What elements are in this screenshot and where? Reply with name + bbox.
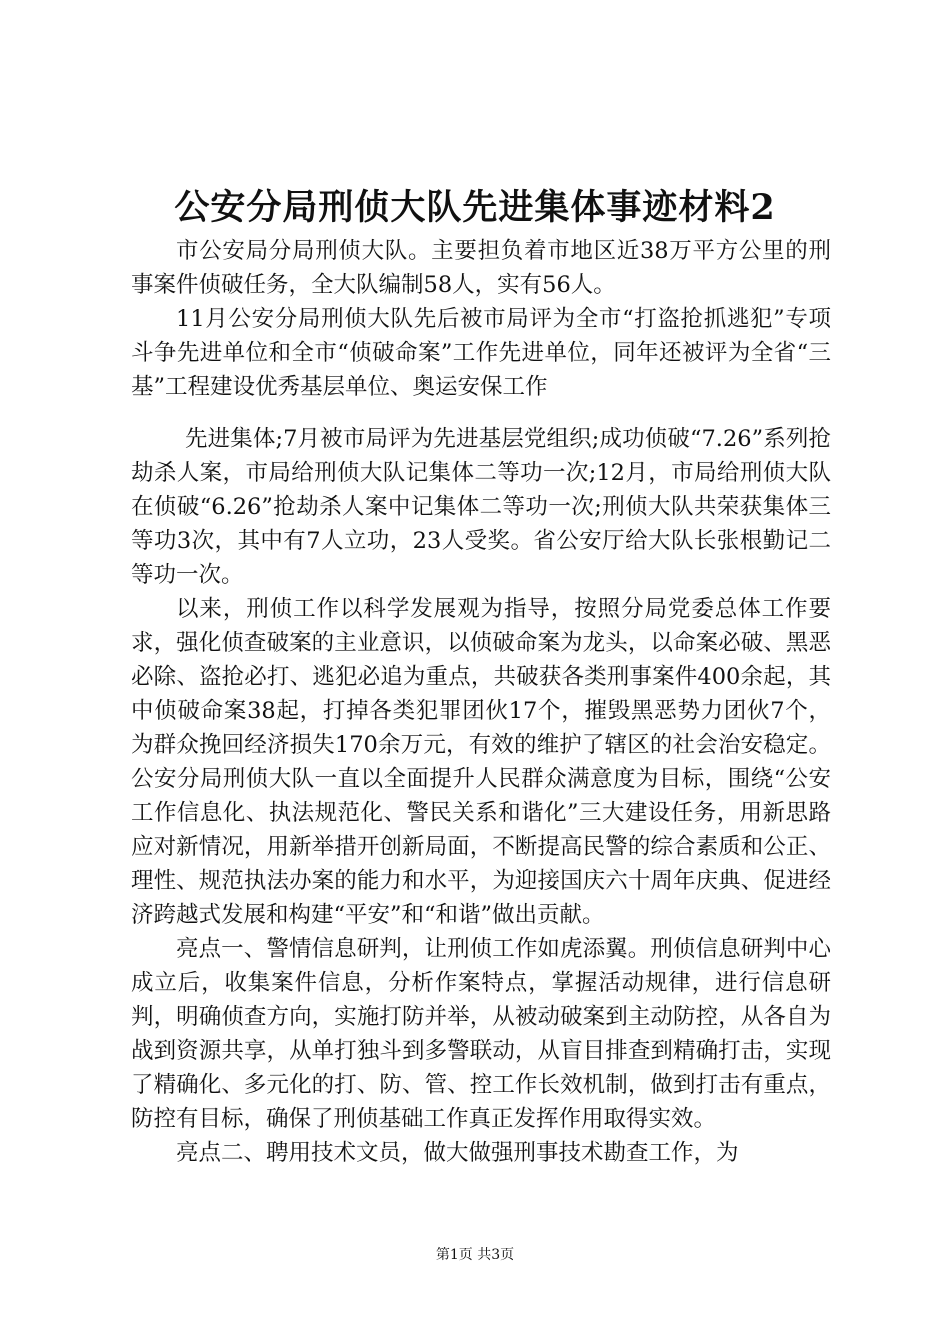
paragraph-highlight-one: 亮点一、警情信息研判，让刑侦工作如虎添翼。刑侦信息研判中心成立后，收集案件信息，分析作案特点，掌握活动规律，进行信息研判，明确侦查方向，实施打防并举，从被动破案到主动防控，从各自为战到资源共享，从单打独斗到多警联动，从盲目排查到精确打击，实现了精确化、多元化的打、防、管、控工作长效机制，做到打击有重点，防控有目标，确保了刑侦基础工作真正发挥作用取得实效。 [131,936,831,1132]
paragraph-achievements: 以来，刑侦工作以科学发展观为指导，按照分局党委总体工作要求，强化侦查破案的主业意识，以侦破命案为龙头，以命案必破、黑恶必除、盗抢必打、逃犯必追为重点，共破获各类刑事案件400余起，其中侦破命案38起，打掉各类犯罪团伙17个，摧毁黑恶势力团伙7个，为群众挽回经济损失170余万元，有效的维护了辖区的社会治安稳定。公安分局刑侦大队一直以全面提升人民群众满意度为目标，围绕“公安工作信息化、执法规范化、警民关系和谐化”三大建设任务，用新思路应对新情况，用新举措开创新局面，不断提高民警的综合素质和公正、理性、规范执法办案的能力和水平，为迎接国庆六十周年庆典、促进经济跨越式发展和构建“平安”和“和谐”做出贡献。 [131,596,831,928]
paragraph-highlight-two: 亮点二、聘用技术文员，做大做强刑事技术勘查工作，为 [176,1140,739,1166]
paragraph-honors: 11月公安分局刑侦大队先后被市局评为全市“打盗抢抓逃犯”专项斗争先进单位和全市“侦破命案”工作先进单位，同年还被评为全省“三基”工程建设优秀基层单位、奥运安保工作 [131,306,831,400]
paragraph-awards: 先进集体;7月被市局评为先进基层党组织;成功侦破“7.26”系列抢劫杀人案，市局给刑侦大队记集体二等功一次;12月，市局给刑侦大队在侦破“6.26”抢劫杀人案中记集体二等功一次;刑侦大队共荣获集体三等功3次，其中有7人立功，23人受奖。省公安厅给大队长张根勤记二等功一次。 [131,426,831,588]
page-footer: 第1页 共3页 [435,1247,515,1263]
document-title: 公安分局刑侦大队先进集体事迹材料2 [174,187,776,228]
document-body [131,234,831,1170]
paragraph-intro: 市公安局分局刑侦大队。主要担负着市地区近38万平方公里的刑事案件侦破任务，全大队编制58人，实有56人。 [131,238,831,298]
